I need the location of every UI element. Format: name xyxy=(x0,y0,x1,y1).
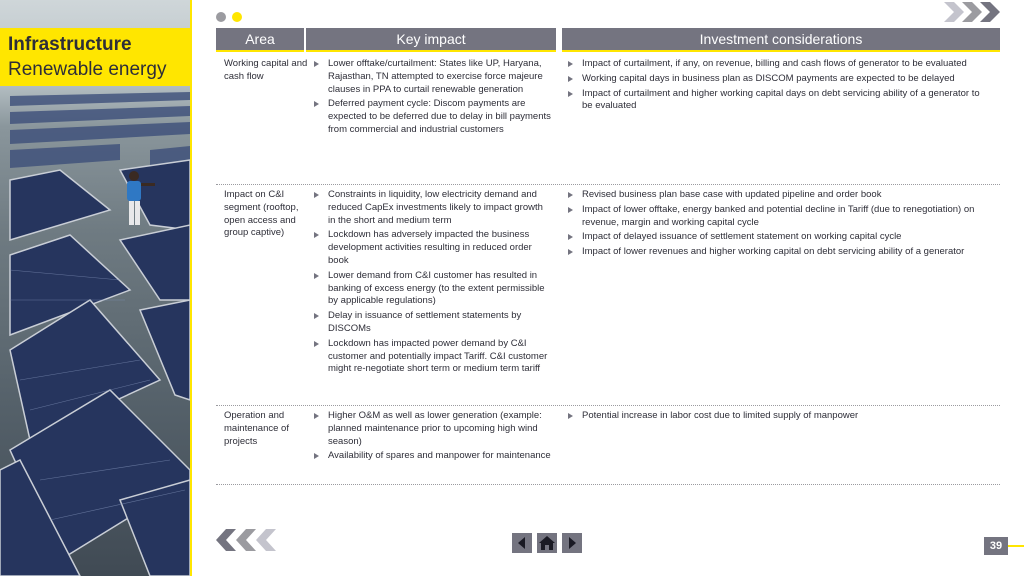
list-item xyxy=(566,231,992,244)
list-item-text: Lower demand from C&I customer has resulted in banking of excess energy (to the extent permissible by applicable regulations) xyxy=(328,269,545,307)
bullet-triangle-icon xyxy=(314,313,319,319)
list-item-text: Lockdown has adversely impacted the business development activities resulting in reduced order book xyxy=(328,229,532,266)
list-item xyxy=(566,410,992,423)
bullet-triangle-icon xyxy=(568,413,573,419)
list-item-text: Constraints in liquidity, low electricity demand and reduced CapEx investments likely to impact growth in the short and medium term xyxy=(328,189,543,226)
row2-key-impact xyxy=(312,189,552,378)
row3-area: Operation and maintenance of projects xyxy=(224,410,289,447)
list-item-text: Impact of lower revenues and higher working capital on debt servicing ability of a generator xyxy=(582,246,965,258)
bullet-triangle-icon xyxy=(314,61,319,67)
bullet-triangle-icon xyxy=(568,61,573,67)
row2-area: Impact on C&I segment (rooftop, open access and group captive) xyxy=(224,189,299,239)
home-button[interactable] xyxy=(537,533,557,553)
previous-page-button[interactable] xyxy=(512,533,532,553)
list-item-text: Higher O&M as well as lower generation (example: planned maintenance prior to upcoming high wind season) xyxy=(328,410,542,447)
list-item xyxy=(312,338,552,376)
row-separator xyxy=(216,184,1000,185)
list-item-text: Impact of lower offtake, energy banked and potential decline in Tariff (due to renegotiation) on revenue, margin and working capital cycle xyxy=(582,203,975,228)
solar-panels-illustration xyxy=(0,0,192,576)
bullet-triangle-icon xyxy=(314,101,319,107)
list-item xyxy=(566,58,992,71)
bullet-triangle-icon xyxy=(568,91,573,97)
row-separator xyxy=(216,484,1000,485)
triangle-left-icon xyxy=(512,533,532,553)
next-page-button[interactable] xyxy=(562,533,582,553)
bullet-triangle-icon xyxy=(314,453,319,459)
list-item xyxy=(566,88,992,114)
page-number: 39 xyxy=(984,537,1008,555)
header-underline xyxy=(562,50,1000,52)
list-item xyxy=(566,189,992,202)
list-item-text: Delay in issuance of settlement statements by DISCOMs xyxy=(328,310,522,334)
list-item xyxy=(312,98,552,136)
list-item xyxy=(312,410,552,448)
row1-area: Working capital and cash flow xyxy=(224,58,308,82)
triangle-right-icon xyxy=(562,533,582,553)
list-item-text: Potential increase in labor cost due to limited supply of manpower xyxy=(582,410,859,421)
row1-key-impact xyxy=(312,58,552,139)
progress-dot-gray xyxy=(216,12,226,22)
bullet-triangle-icon xyxy=(314,192,319,198)
list-item xyxy=(312,229,552,267)
list-item-text: Lockdown has impacted power demand by C&I customer and potentially impact Tariff. C&I customer might re-negotiate short term or medium term tariff xyxy=(328,337,548,375)
section-title: Infrastructure xyxy=(8,34,132,55)
home-icon xyxy=(537,533,557,553)
row-separator xyxy=(216,405,1000,406)
photo-yellow-edge xyxy=(190,0,192,576)
list-item xyxy=(566,246,992,259)
row2-investment xyxy=(566,189,992,261)
list-item-text: Impact of curtailment and higher working capital days on debt servicing ability of a generator to be evaluated xyxy=(582,87,980,112)
section-subtitle: Renewable energy xyxy=(8,59,167,80)
header-area: Area xyxy=(216,28,304,50)
list-item xyxy=(566,204,992,230)
list-item xyxy=(312,189,552,227)
header-investment-considerations: Investment considerations xyxy=(562,28,1000,50)
list-item xyxy=(566,73,992,86)
header-key-impact: Key impact xyxy=(306,28,556,50)
bullet-triangle-icon xyxy=(568,249,573,255)
bullet-triangle-icon xyxy=(568,76,573,82)
progress-dot-yellow xyxy=(232,12,242,22)
bullet-triangle-icon xyxy=(314,341,319,347)
list-item xyxy=(312,310,552,336)
forward-chevrons-icon xyxy=(944,2,1006,22)
bullet-triangle-icon xyxy=(568,192,573,198)
page-number-accent xyxy=(1008,545,1024,547)
list-item-text: Deferred payment cycle: Discom payments are expected to be deferred due to delay in bill payments from commercial and industrial customers xyxy=(328,98,551,135)
list-item-text: Impact of curtailment, if any, on revenue, billing and cash flows of generator to be evaluated xyxy=(582,58,967,69)
bullet-triangle-icon xyxy=(568,234,573,240)
row3-key-impact xyxy=(312,410,552,465)
list-item-text: Impact of delayed issuance of settlement statement on working capital cycle xyxy=(582,231,902,243)
list-item-text: Lower offtake/curtailment: States like UP, Haryana, Rajasthan, TN attempted to exercise force majeure clauses in PPA to curtail renewable generation xyxy=(328,58,543,95)
section-title-box xyxy=(0,28,192,86)
bullet-triangle-icon xyxy=(314,273,319,279)
back-chevrons-icon[interactable] xyxy=(216,529,280,551)
list-item-text: Availability of spares and manpower for maintenance xyxy=(328,450,551,462)
row1-investment xyxy=(566,58,992,115)
header-underline xyxy=(306,50,556,52)
list-item xyxy=(312,270,552,308)
list-item-text: Working capital days in business plan as DISCOM payments are expected to be delayed xyxy=(582,72,955,84)
row3-investment xyxy=(566,410,992,425)
list-item xyxy=(312,58,552,96)
header-underline xyxy=(216,50,304,52)
list-item-text: Revised business plan base case with updated pipeline and order book xyxy=(582,189,882,200)
bullet-triangle-icon xyxy=(568,207,573,213)
solar-panels-photo xyxy=(0,0,192,576)
bullet-triangle-icon xyxy=(314,413,319,419)
bullet-triangle-icon xyxy=(314,232,319,238)
list-item xyxy=(312,450,552,463)
